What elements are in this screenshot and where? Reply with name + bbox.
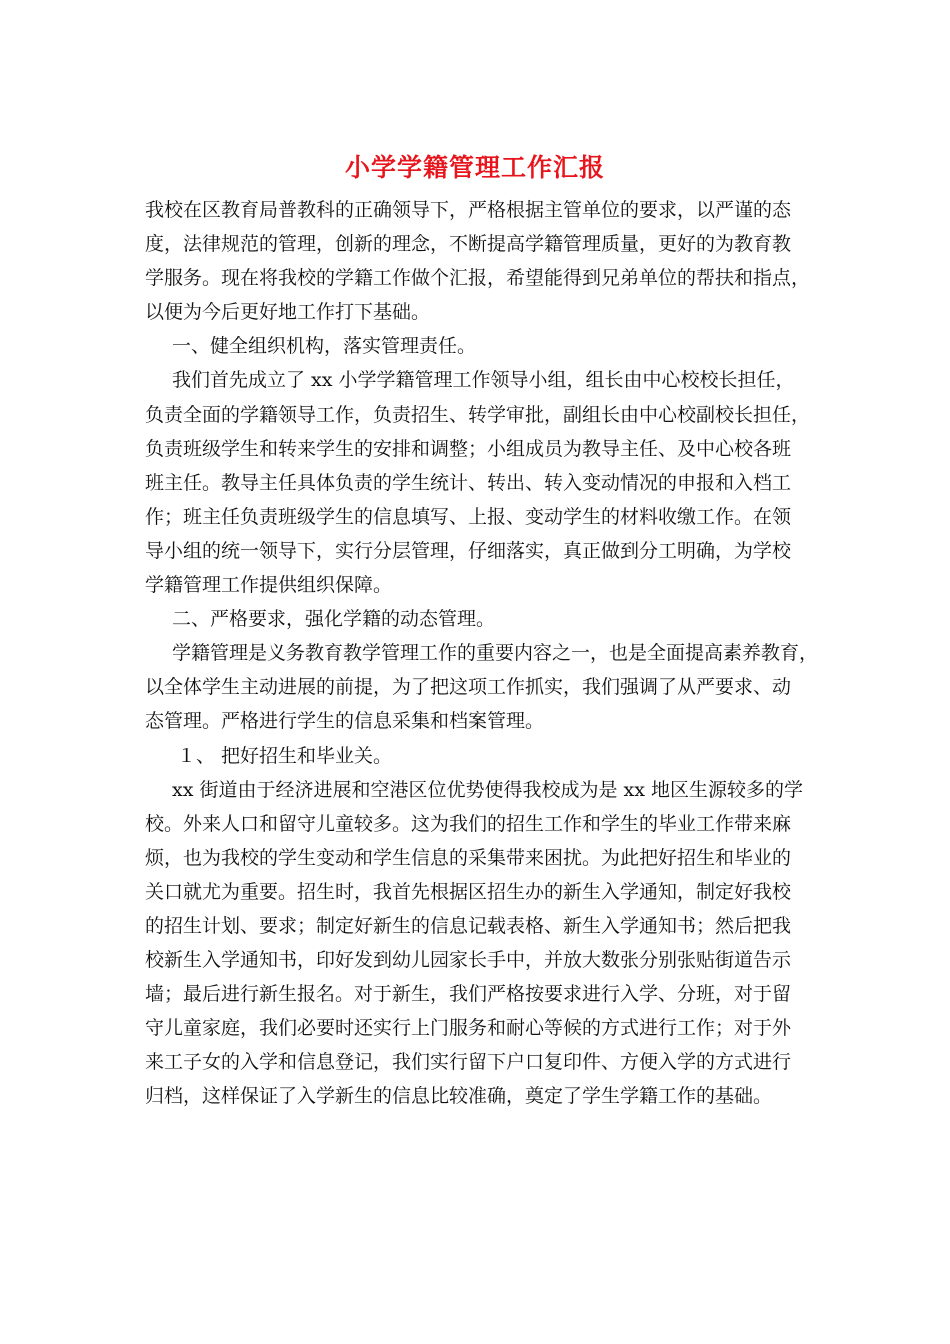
paragraph-line: 负责全面的学籍领导工作，负责招生、转学审批，副组长由中心校副校长担任， xyxy=(145,403,811,426)
paragraph-line: 墙；最后进行新生报名。对于新生，我们严格按要求进行入学、分班，对于留 xyxy=(145,983,792,1006)
paragraph-line: 作；班主任负责班级学生的信息填写、上报、变动学生的材料收缴工作。在领 xyxy=(145,505,792,528)
paragraph-line: 我们首先成立了 xx 小学学籍管理工作领导小组，组长由中心校校长担任， xyxy=(172,369,795,392)
paragraph-line: 校新生入学通知书，印好发到幼儿园家长手中，并放大数张分别张贴街道告示 xyxy=(145,949,792,972)
paragraph-line: 以全体学生主动进展的前提，为了把这项工作抓实，我们强调了从严要求、动 xyxy=(145,676,792,699)
paragraph-line: 学籍管理工作提供组织保障。 xyxy=(145,574,393,597)
paragraph-line: 以便为今后更好地工作打下基础。 xyxy=(145,301,431,324)
paragraph-line: 来工子女的入学和信息登记，我们实行留下户口复印件、方便入学的方式进行 xyxy=(145,1051,792,1074)
paragraph-line: 班主任。教导主任具体负责的学生统计、转出、转入变动情况的申报和入档工 xyxy=(145,471,792,494)
paragraph-line: 学籍管理是义务教育教学管理工作的重要内容之一，也是全面提高素养教育， xyxy=(172,642,819,665)
paragraph-line: 关口就尤为重要。招生时，我首先根据区招生办的新生入学通知，制定好我校 xyxy=(145,880,792,903)
paragraph-line: 归档，这样保证了入学新生的信息比较准确，奠定了学生学籍工作的基础。 xyxy=(145,1085,773,1108)
paragraph-line: 导小组的统一领导下，实行分层管理，仔细落实，真正做到分工明确，为学校 xyxy=(145,539,792,562)
document-title: 小学学籍管理工作汇报 xyxy=(344,153,605,182)
section-heading-2: 二、严格要求，强化学籍的动态管理。 xyxy=(172,608,496,631)
paragraph-line: 守儿童家庭，我们必要时还实行上门服务和耐心等候的方式进行工作；对于外 xyxy=(145,1017,792,1040)
paragraph-line: 度，法律规范的管理，创新的理念，不断提高学籍管理质量，更好的为教育教 xyxy=(145,233,792,256)
paragraph-line: 烦，也为我校的学生变动和学生信息的采集带来困扰。为此把好招生和毕业的 xyxy=(145,846,792,869)
paragraph-line: 我校在区教育局普教科的正确领导下，严格根据主管单位的要求，以严谨的态 xyxy=(145,199,792,221)
document-body xyxy=(145,193,819,1114)
paragraph-line: 的招生计划、要求；制定好新生的信息记载表格、新生入学通知书；然后把我 xyxy=(145,914,792,937)
paragraph-line: xx 街道由于经济进展和空港区位优势使得我校成为是 xx 地区生源较多的学 xyxy=(172,778,803,801)
subsection-heading-1: １、 把好招生和毕业关。 xyxy=(177,744,393,767)
paragraph-line: 负责班级学生和转来学生的安排和调整；小组成员为教导主任、及中心校各班 xyxy=(145,437,792,460)
paragraph-line: 态管理。严格进行学生的信息采集和档案管理。 xyxy=(145,710,545,733)
paragraph-line: 校。外来人口和留守儿童较多。这为我们的招生工作和学生的毕业工作带来麻 xyxy=(145,812,792,835)
paragraph-line: 学服务。现在将我校的学籍工作做个汇报，希望能得到兄弟单位的帮扶和指点， xyxy=(145,267,811,290)
section-heading-1: 一、健全组织机构，落实管理责任。 xyxy=(172,335,477,358)
